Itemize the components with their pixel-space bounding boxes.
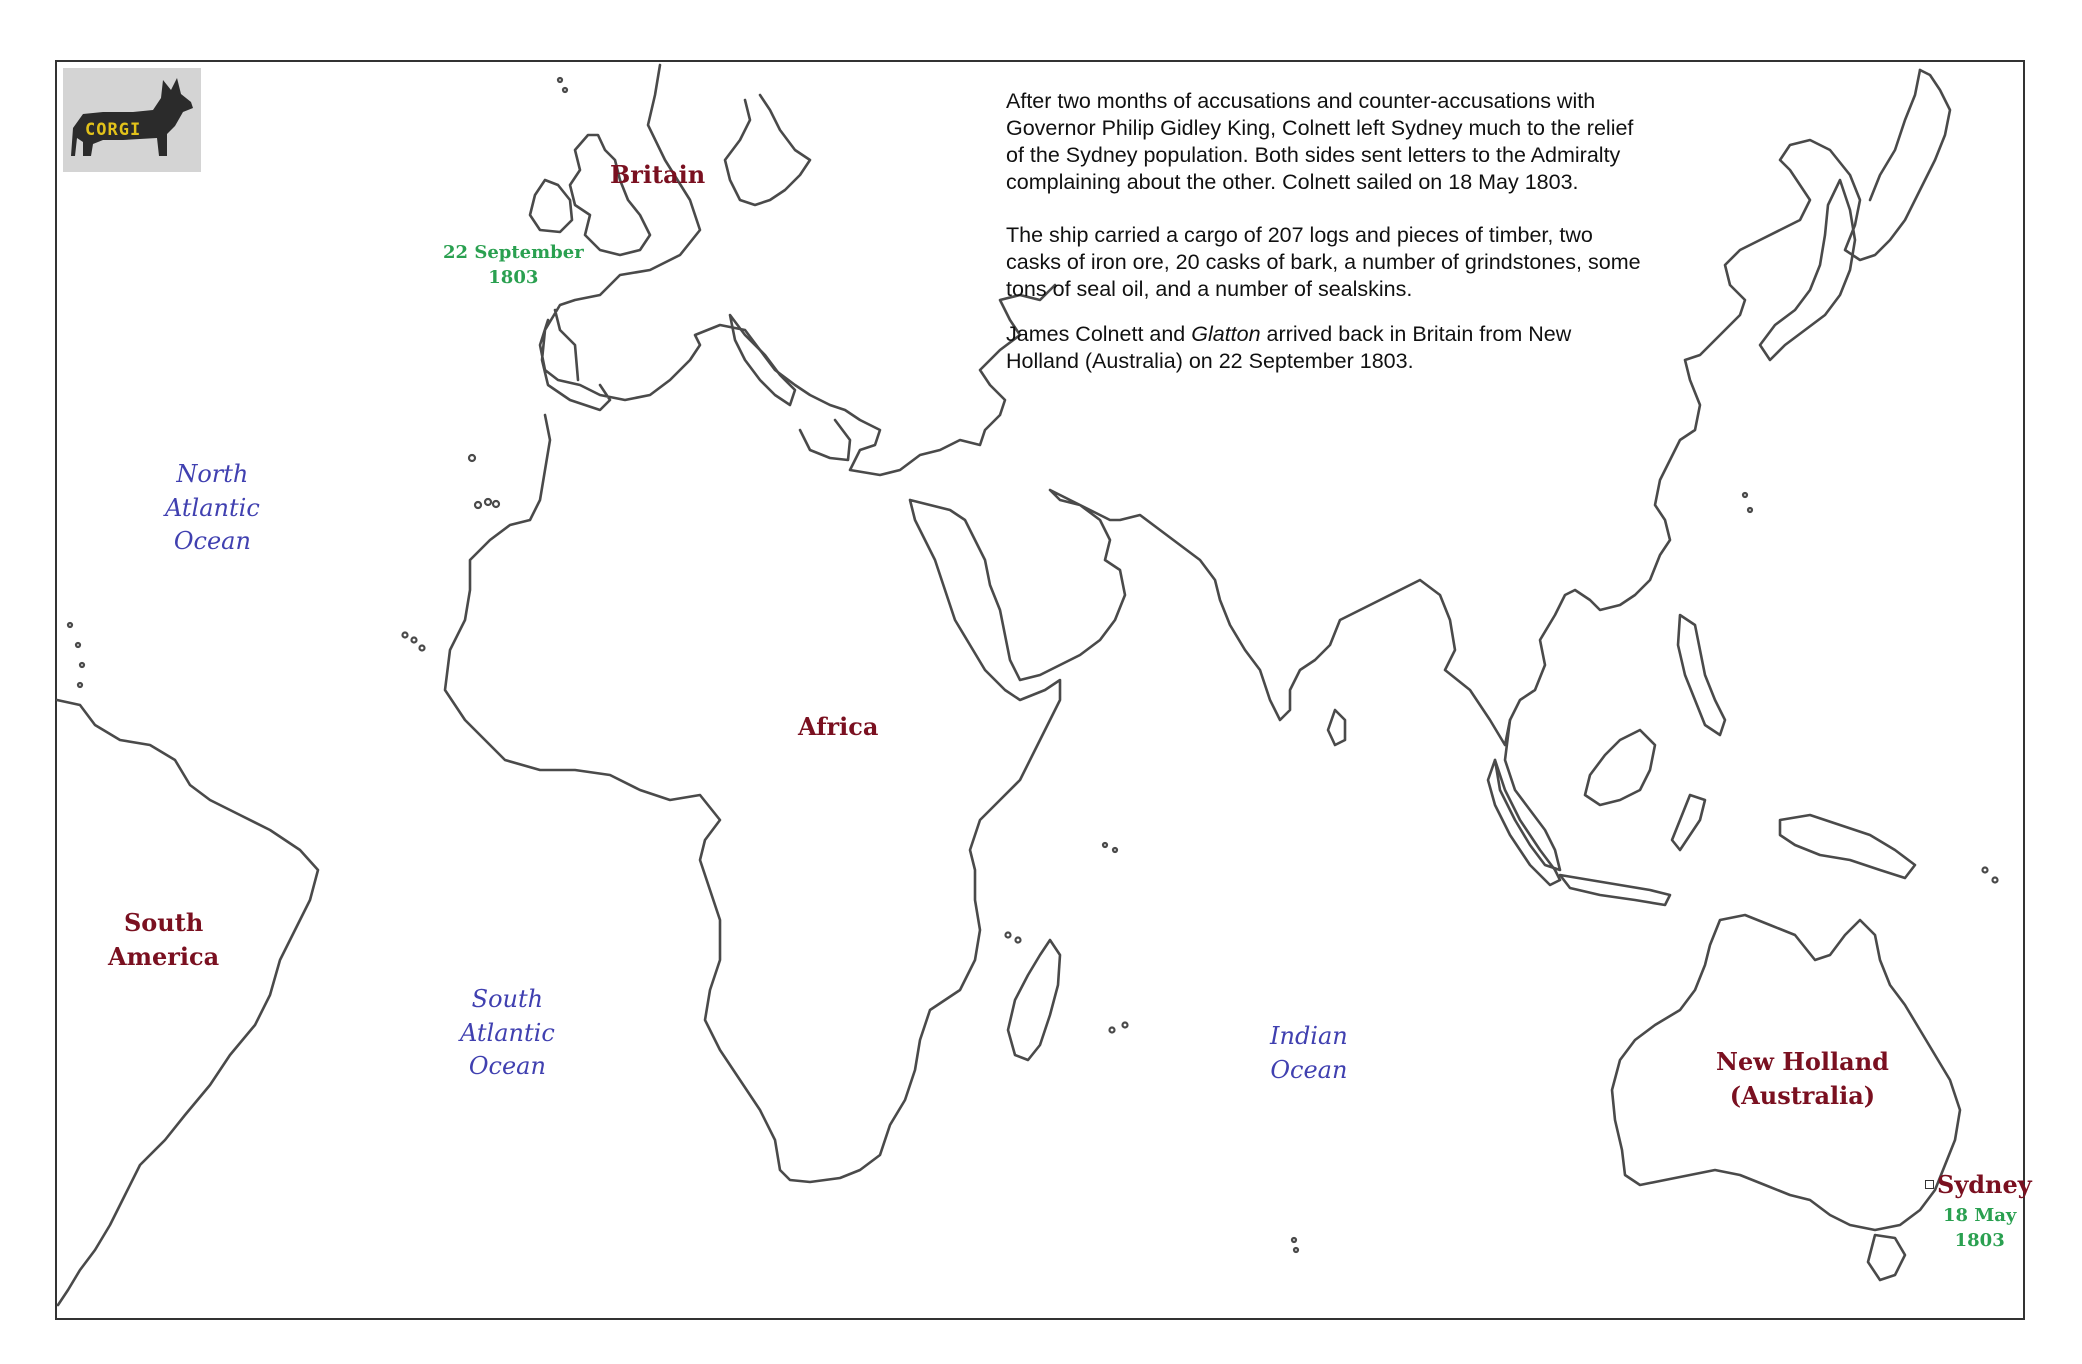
coast-south-america [57, 700, 318, 1305]
label-south-america-line-2: America [108, 941, 220, 971]
coast-kamchatka [1870, 70, 1920, 200]
label-new-holland-line-2: (Australia) [1729, 1080, 1876, 1110]
coast-new-guinea [1780, 815, 1915, 878]
label-departure-date-line-1: 18 May [1943, 1205, 2017, 1226]
sydney-marker [1925, 1180, 1934, 1189]
ship-name: Glatton [1191, 321, 1261, 346]
label-north-atlantic-line-1: North [176, 460, 249, 488]
narrative-p3-start: James Colnett and [1006, 321, 1192, 346]
narrative-paragraph-3 [1006, 321, 1646, 375]
narrative-text [1006, 88, 1646, 401]
label-departure-date [1943, 1203, 2016, 1253]
coast-ireland [530, 180, 572, 232]
label-indian-ocean-line-2: Ocean [1270, 1055, 1348, 1084]
label-indian-ocean-line-1: Indian [1270, 1022, 1348, 1050]
coast-philippines [1678, 615, 1725, 735]
label-new-holland [1716, 1045, 1889, 1112]
label-south-atlantic [460, 983, 555, 1084]
label-north-atlantic-line-2: Atlantic [165, 493, 260, 522]
label-sydney: Sydney [1937, 1170, 2032, 1199]
coast-tasmania [1868, 1235, 1905, 1280]
narrative-paragraph-2: The ship carried a cargo of 207 logs and pieces of timber, two casks of iron ore, 20 casks of bark, a number of grindstones, some tons of seal oil, and a number of sealskins. [1006, 223, 1641, 302]
label-north-atlantic [165, 458, 260, 559]
label-south-atlantic-line-2: Atlantic [460, 1018, 555, 1047]
label-arrival-date [443, 240, 584, 290]
label-south-america [108, 906, 219, 973]
label-britain: Britain [610, 160, 706, 189]
coast-italy [730, 315, 795, 405]
narrative-p3-end: arrived back in Britain from New Holland (Australia) on 22 September 1803. [1006, 321, 1572, 373]
logo-text: CORGI [85, 120, 142, 140]
coast-sri-lanka [1328, 710, 1345, 745]
label-indian-ocean [1270, 1020, 1348, 1087]
label-new-holland-line-1: New Holland [1716, 1047, 1889, 1076]
label-arrival-date-line-2: 1803 [488, 267, 539, 289]
label-south-atlantic-line-1: South [471, 985, 544, 1013]
coast-sulawesi [1672, 795, 1705, 850]
coast-britain [570, 135, 650, 255]
label-arrival-date-line-1: 22 September [443, 242, 584, 263]
label-north-atlantic-line-3: Ocean [173, 527, 251, 556]
coast-java [1560, 875, 1670, 905]
corgi-logo [63, 68, 201, 172]
label-south-america-line-1: South [123, 908, 204, 937]
coast-borneo [1585, 730, 1655, 805]
label-south-atlantic-line-3: Ocean [468, 1052, 546, 1081]
narrative-paragraph-1: After two months of accusations and counter-accusations with Governor Philip Gidley King, Colnett left Sydney much to the relief of the Sydney population. Both sides sent letters to the Admiralty complaining about the other. Colnett sailed on 18 May 1803. [1006, 89, 1634, 195]
label-departure-date-line-2: 1803 [1954, 1230, 2005, 1252]
coast-madagascar [1008, 940, 1060, 1060]
label-africa: Africa [798, 712, 879, 741]
